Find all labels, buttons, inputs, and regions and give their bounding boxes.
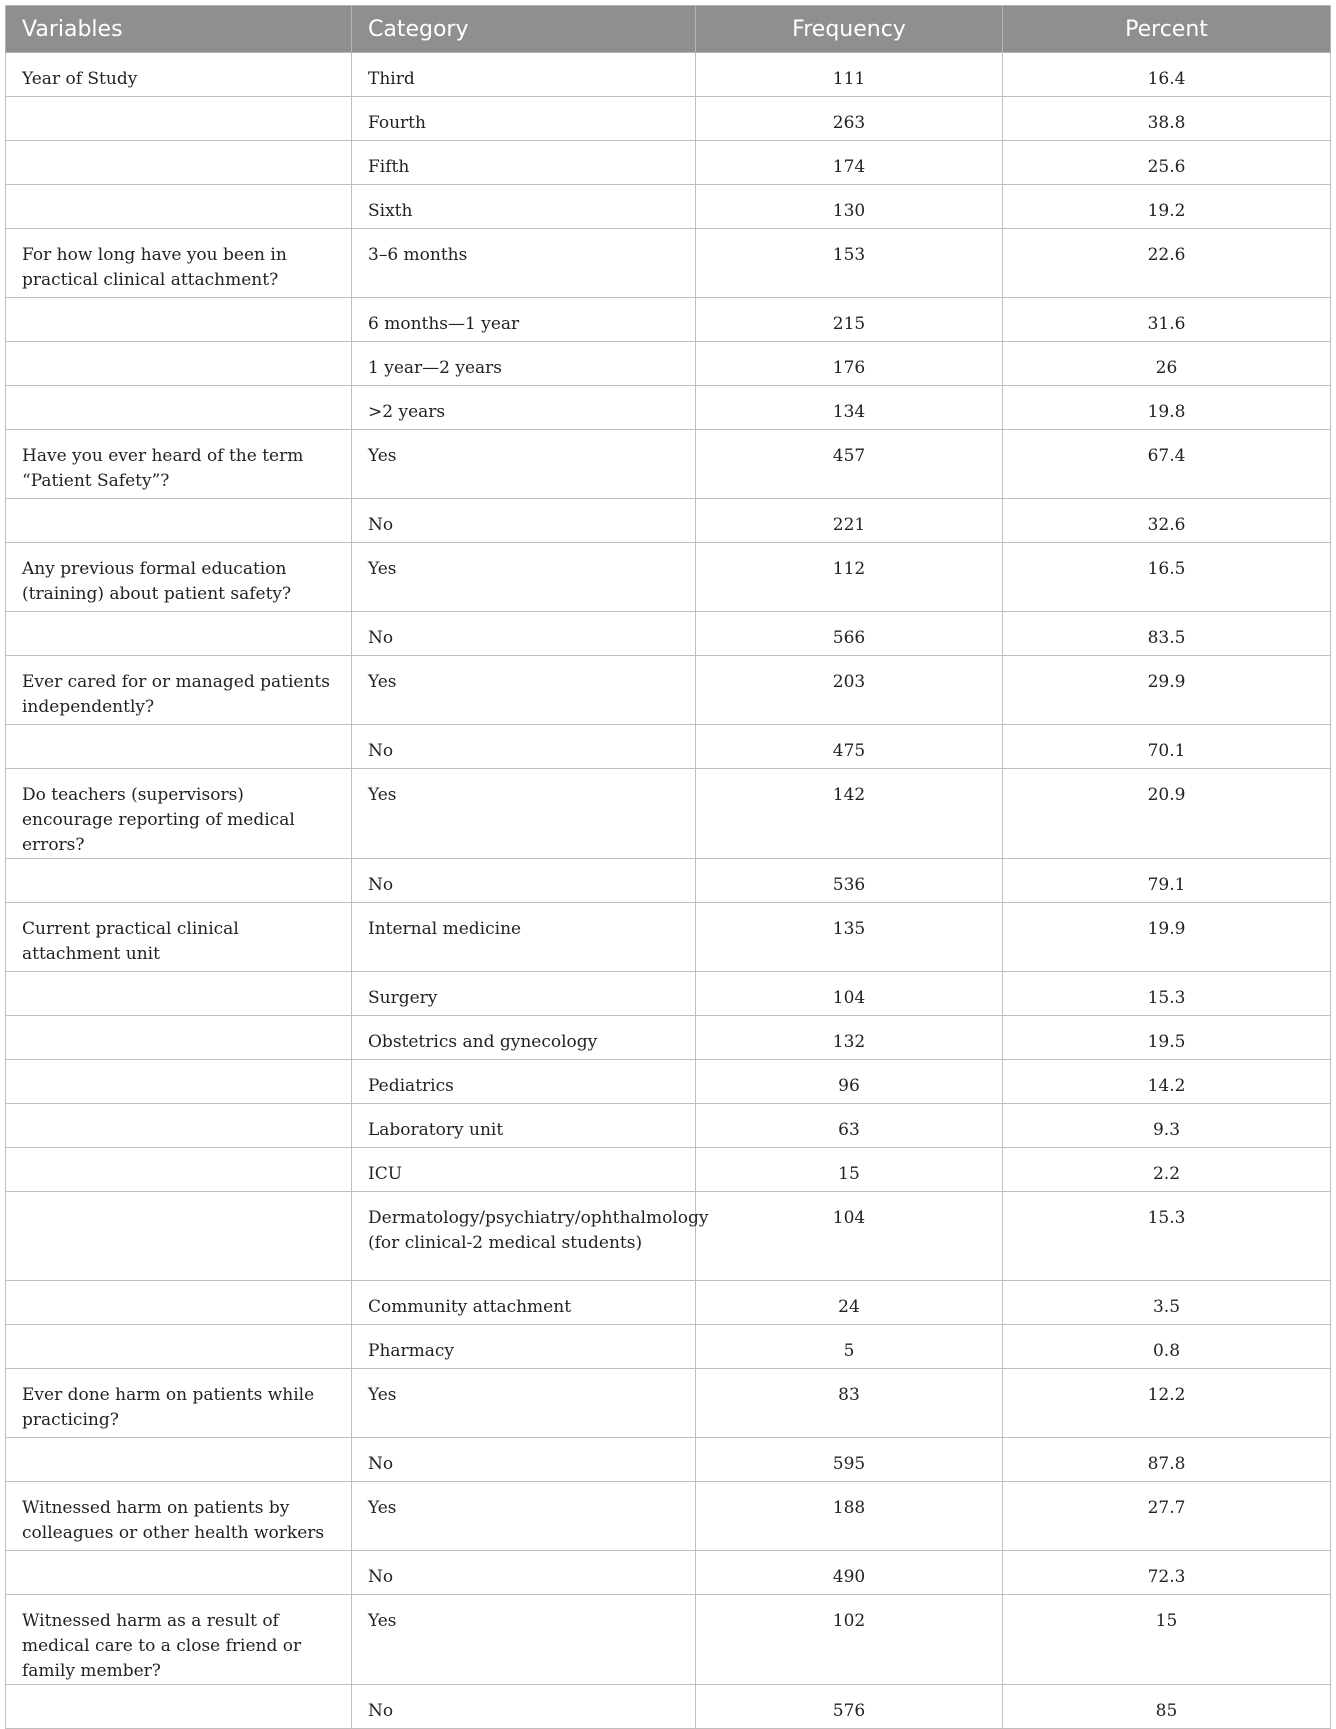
frequency-cell: 221 — [696, 499, 1003, 543]
variable-cell — [6, 1685, 352, 1729]
category-cell: ICU — [352, 1148, 696, 1192]
table-row — [6, 1369, 1331, 1438]
table-row — [6, 229, 1331, 298]
category-cell: No — [352, 1438, 696, 1482]
percent-cell: 2.2 — [1003, 1148, 1331, 1192]
variable-cell — [6, 141, 352, 185]
frequency-cell: 203 — [696, 656, 1003, 725]
percent-cell: 19.8 — [1003, 386, 1331, 430]
variable-cell — [6, 725, 352, 769]
variable-cell — [6, 185, 352, 229]
variable-cell — [6, 342, 352, 386]
table-row — [6, 342, 1331, 386]
percent-cell: 19.2 — [1003, 185, 1331, 229]
table-row — [6, 499, 1331, 543]
percent-cell: 26 — [1003, 342, 1331, 386]
table-row — [6, 1325, 1331, 1369]
frequency-cell: 130 — [696, 185, 1003, 229]
table-row — [6, 1595, 1331, 1685]
table-row — [6, 185, 1331, 229]
table-row — [6, 1060, 1331, 1104]
percent-cell: 72.3 — [1003, 1551, 1331, 1595]
variable-cell: Do teachers (supervisors) encourage reporting of medical errors? — [6, 769, 352, 859]
variable-cell — [6, 386, 352, 430]
variable-cell: Witnessed harm as a result of medical care to a close friend or family member? — [6, 1595, 352, 1685]
percent-cell: 25.6 — [1003, 141, 1331, 185]
frequency-cell: 215 — [696, 298, 1003, 342]
table-row — [6, 656, 1331, 725]
frequency-cell: 457 — [696, 430, 1003, 499]
category-cell: No — [352, 1685, 696, 1729]
frequency-cell: 24 — [696, 1281, 1003, 1325]
table-row — [6, 298, 1331, 342]
header-percent: Percent — [1003, 6, 1331, 53]
variable-cell — [6, 1060, 352, 1104]
category-cell: Fifth — [352, 141, 696, 185]
variable-cell — [6, 97, 352, 141]
category-cell: Dermatology/psychiatry/ophthalmology (for clinical-2 medical students) — [352, 1192, 696, 1281]
category-cell: Community attachment — [352, 1281, 696, 1325]
percent-cell: 12.2 — [1003, 1369, 1331, 1438]
table-row — [6, 97, 1331, 141]
frequency-cell: 536 — [696, 859, 1003, 903]
variable-cell: Witnessed harm on patients by colleagues or other health workers — [6, 1482, 352, 1551]
frequency-cell: 135 — [696, 903, 1003, 972]
variable-cell: Year of Study — [6, 53, 352, 97]
frequency-cell: 132 — [696, 1016, 1003, 1060]
category-cell: Yes — [352, 1369, 696, 1438]
percent-cell: 3.5 — [1003, 1281, 1331, 1325]
percent-cell: 16.4 — [1003, 53, 1331, 97]
frequency-cell: 111 — [696, 53, 1003, 97]
header-row — [6, 6, 1331, 53]
table-row — [6, 543, 1331, 612]
category-cell: Third — [352, 53, 696, 97]
percent-cell: 79.1 — [1003, 859, 1331, 903]
category-cell: Yes — [352, 430, 696, 499]
category-cell: Yes — [352, 1595, 696, 1685]
frequency-cell: 104 — [696, 1192, 1003, 1281]
category-cell: Yes — [352, 769, 696, 859]
table-row — [6, 141, 1331, 185]
frequency-cell: 112 — [696, 543, 1003, 612]
data-table — [5, 5, 1331, 1729]
percent-cell: 31.6 — [1003, 298, 1331, 342]
category-cell: Yes — [352, 1482, 696, 1551]
frequency-cell: 475 — [696, 725, 1003, 769]
frequency-cell: 595 — [696, 1438, 1003, 1482]
table-row — [6, 1482, 1331, 1551]
frequency-cell: 83 — [696, 1369, 1003, 1438]
category-cell: Fourth — [352, 97, 696, 141]
variable-cell: Any previous formal education (training) about patient safety? — [6, 543, 352, 612]
table-row — [6, 430, 1331, 499]
table-row — [6, 612, 1331, 656]
variable-cell — [6, 1551, 352, 1595]
variable-cell — [6, 1016, 352, 1060]
category-cell: Pediatrics — [352, 1060, 696, 1104]
variable-cell — [6, 1148, 352, 1192]
table-row — [6, 1016, 1331, 1060]
table-row — [6, 1281, 1331, 1325]
variable-cell — [6, 859, 352, 903]
frequency-cell: 490 — [696, 1551, 1003, 1595]
variable-cell — [6, 1325, 352, 1369]
table-row — [6, 1438, 1331, 1482]
percent-cell: 19.5 — [1003, 1016, 1331, 1060]
category-cell: Laboratory unit — [352, 1104, 696, 1148]
frequency-cell: 188 — [696, 1482, 1003, 1551]
table-row — [6, 972, 1331, 1016]
variable-cell — [6, 499, 352, 543]
frequency-cell: 142 — [696, 769, 1003, 859]
category-cell: Obstetrics and gynecology — [352, 1016, 696, 1060]
percent-cell: 32.6 — [1003, 499, 1331, 543]
frequency-cell: 176 — [696, 342, 1003, 386]
table-row — [6, 903, 1331, 972]
variable-cell — [6, 1104, 352, 1148]
percent-cell: 0.8 — [1003, 1325, 1331, 1369]
header-frequency: Frequency — [696, 6, 1003, 53]
frequency-cell: 96 — [696, 1060, 1003, 1104]
variable-cell: Ever done harm on patients while practicing? — [6, 1369, 352, 1438]
header-category: Category — [352, 6, 696, 53]
percent-cell: 22.6 — [1003, 229, 1331, 298]
table-row — [6, 1685, 1331, 1729]
category-cell: No — [352, 1551, 696, 1595]
header-variables: Variables — [6, 6, 352, 53]
category-cell: Sixth — [352, 185, 696, 229]
variable-cell: Have you ever heard of the term “Patient Safety”? — [6, 430, 352, 499]
category-cell: 1 year—2 years — [352, 342, 696, 386]
category-cell: >2 years — [352, 386, 696, 430]
percent-cell: 14.2 — [1003, 1060, 1331, 1104]
variable-cell — [6, 1438, 352, 1482]
variable-cell — [6, 1192, 352, 1281]
category-cell: Yes — [352, 656, 696, 725]
frequency-cell: 102 — [696, 1595, 1003, 1685]
variable-cell — [6, 1281, 352, 1325]
category-cell: Yes — [352, 543, 696, 612]
frequency-cell: 63 — [696, 1104, 1003, 1148]
table-row — [6, 1192, 1331, 1281]
table-row — [6, 386, 1331, 430]
category-cell: No — [352, 499, 696, 543]
percent-cell: 19.9 — [1003, 903, 1331, 972]
percent-cell: 27.7 — [1003, 1482, 1331, 1551]
frequency-cell: 134 — [696, 386, 1003, 430]
percent-cell: 9.3 — [1003, 1104, 1331, 1148]
table-row — [6, 53, 1331, 97]
category-cell: No — [352, 859, 696, 903]
table-row — [6, 1148, 1331, 1192]
category-cell: Pharmacy — [352, 1325, 696, 1369]
variable-cell: For how long have you been in practical clinical attachment? — [6, 229, 352, 298]
category-cell: 3–6 months — [352, 229, 696, 298]
category-cell: Surgery — [352, 972, 696, 1016]
table-row — [6, 725, 1331, 769]
frequency-cell: 263 — [696, 97, 1003, 141]
percent-cell: 16.5 — [1003, 543, 1331, 612]
percent-cell: 67.4 — [1003, 430, 1331, 499]
frequency-cell: 174 — [696, 141, 1003, 185]
category-cell: No — [352, 612, 696, 656]
variable-cell — [6, 972, 352, 1016]
category-cell: 6 months—1 year — [352, 298, 696, 342]
percent-cell: 29.9 — [1003, 656, 1331, 725]
percent-cell: 70.1 — [1003, 725, 1331, 769]
table-row — [6, 859, 1331, 903]
variable-cell — [6, 298, 352, 342]
frequency-cell: 5 — [696, 1325, 1003, 1369]
percent-cell: 87.8 — [1003, 1438, 1331, 1482]
frequency-cell: 15 — [696, 1148, 1003, 1192]
table-row — [6, 1104, 1331, 1148]
variable-cell: Ever cared for or managed patients independently? — [6, 656, 352, 725]
percent-cell: 85 — [1003, 1685, 1331, 1729]
frequency-cell: 576 — [696, 1685, 1003, 1729]
variable-cell — [6, 612, 352, 656]
percent-cell: 15.3 — [1003, 1192, 1331, 1281]
percent-cell: 15.3 — [1003, 972, 1331, 1016]
frequency-cell: 153 — [696, 229, 1003, 298]
category-cell: Internal medicine — [352, 903, 696, 972]
frequency-cell: 104 — [696, 972, 1003, 1016]
percent-cell: 15 — [1003, 1595, 1331, 1685]
percent-cell: 38.8 — [1003, 97, 1331, 141]
table-row — [6, 769, 1331, 859]
percent-cell: 83.5 — [1003, 612, 1331, 656]
table-row — [6, 1551, 1331, 1595]
percent-cell: 20.9 — [1003, 769, 1331, 859]
frequency-cell: 566 — [696, 612, 1003, 656]
category-cell: No — [352, 725, 696, 769]
variable-cell: Current practical clinical attachment unit — [6, 903, 352, 972]
